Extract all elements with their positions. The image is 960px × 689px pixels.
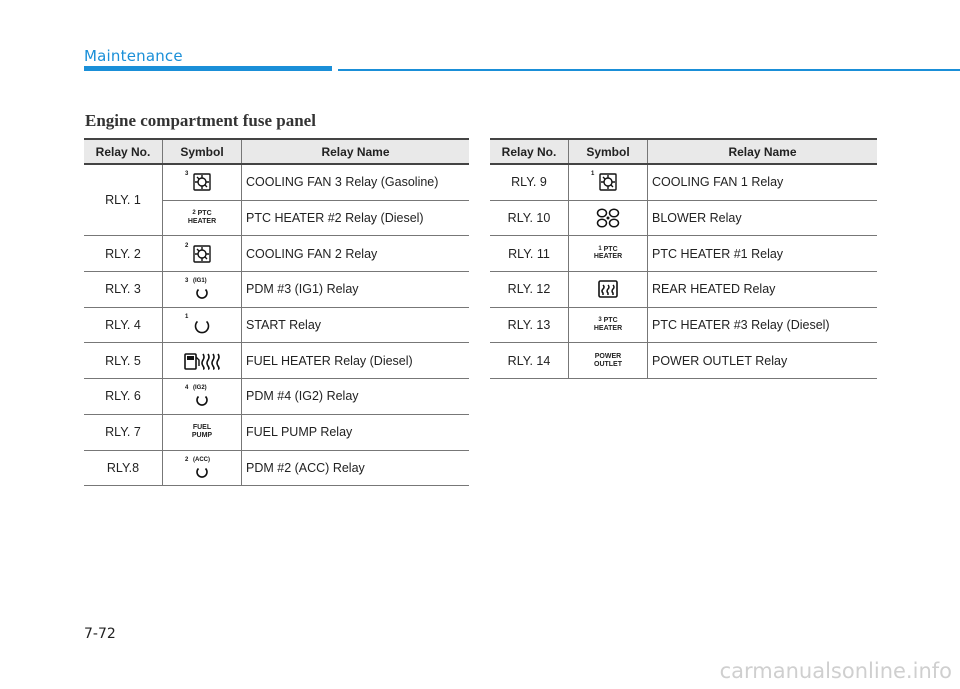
symbol-text: POWER [594, 353, 622, 361]
relay-number: RLY. 7 [84, 414, 163, 450]
col-relay-no: Relay No. [490, 139, 569, 164]
symbol-index: 1 [185, 314, 189, 321]
relay-name: COOLING FAN 1 Relay [648, 164, 878, 200]
table-row [84, 450, 469, 486]
symbol-label: (ACC) [193, 456, 210, 463]
table-row [84, 379, 469, 415]
symbol-text: PTC [603, 317, 618, 325]
symbol-text-line [594, 325, 622, 333]
relay-table-right [490, 138, 877, 379]
symbol-text: HEATER [593, 253, 623, 261]
symbol-index: 1 [598, 245, 602, 252]
symbol-text-icon [594, 317, 622, 332]
relay-number: RLY. 3 [84, 272, 163, 308]
blower-icon [588, 205, 628, 231]
relay-number: RLY. 11 [490, 236, 569, 272]
relay-symbol [569, 164, 648, 200]
relay-name: COOLING FAN 2 Relay [242, 236, 470, 272]
symbol-text-icon [192, 424, 212, 439]
relay-name: PDM #4 (IG2) Relay [242, 379, 470, 415]
table-row [490, 307, 877, 343]
table-header [490, 139, 877, 164]
relay-symbol [569, 236, 648, 272]
page-number: 7-72 [84, 626, 116, 642]
pdm-icon [182, 383, 222, 409]
col-relay-name: Relay Name [242, 139, 470, 164]
relay-name: FUEL PUMP Relay [242, 414, 470, 450]
relay-name: REAR HEATED Relay [648, 272, 878, 308]
table-row [490, 272, 877, 308]
symbol-index: 4 [185, 385, 189, 392]
relay-symbol [569, 343, 648, 379]
symbol-text-line [594, 353, 622, 361]
symbol-text-line [594, 361, 622, 369]
col-relay-name: Relay Name [648, 139, 878, 164]
header-rule-thick [84, 66, 332, 71]
watermark: carmanualsonline.info [719, 659, 952, 683]
relay-name: POWER OUTLET Relay [648, 343, 878, 379]
relay-symbol [163, 200, 242, 236]
symbol-text-line [192, 432, 212, 440]
relay-name: FUEL HEATER Relay (Diesel) [242, 343, 470, 379]
symbol-text-line [188, 210, 216, 218]
relay-symbol [163, 379, 242, 415]
relay-number: RLY.8 [84, 450, 163, 486]
relay-symbol [569, 307, 648, 343]
relay-number: RLY. 10 [490, 200, 569, 236]
relay-number: RLY. 9 [490, 164, 569, 200]
fuel-heater-icon [182, 348, 222, 374]
symbol-text: OUTLET [594, 360, 622, 368]
cooling-fan-icon [182, 169, 222, 195]
symbol-index: 1 [591, 171, 595, 178]
table-header [84, 139, 469, 164]
relay-number: RLY. 6 [84, 379, 163, 415]
table-row [490, 164, 877, 200]
table-row [84, 164, 469, 200]
symbol-text: PUMP [191, 431, 213, 439]
table-row [84, 307, 469, 343]
relay-number: RLY. 2 [84, 236, 163, 272]
relay-number: RLY. 5 [84, 343, 163, 379]
symbol-index: 3 [185, 278, 189, 285]
symbol-text: PTC [603, 245, 618, 253]
symbol-text-line [188, 218, 216, 226]
pdm-icon [182, 276, 222, 302]
relay-symbol [163, 414, 242, 450]
relay-number: RLY. 12 [490, 272, 569, 308]
symbol-text: FUEL [192, 424, 212, 432]
relay-name: BLOWER Relay [648, 200, 878, 236]
relay-number: RLY. 14 [490, 343, 569, 379]
col-relay-no: Relay No. [84, 139, 163, 164]
relay-table-left [84, 138, 469, 486]
relay-symbol [569, 272, 648, 308]
table-row [490, 236, 877, 272]
symbol-text-icon [188, 210, 216, 225]
relay-name: PTC HEATER #3 Relay (Diesel) [648, 307, 878, 343]
table-row [490, 343, 877, 379]
relay-name: PDM #2 (ACC) Relay [242, 450, 470, 486]
relay-name: START Relay [242, 307, 470, 343]
relay-number: RLY. 4 [84, 307, 163, 343]
rear-defrost-icon [588, 276, 628, 302]
table-row [490, 200, 877, 236]
table-row [84, 414, 469, 450]
start-icon [182, 312, 222, 338]
symbol-label: (IG2) [193, 385, 207, 392]
relay-symbol [163, 164, 242, 200]
symbol-text-line [594, 253, 622, 261]
table-row [84, 272, 469, 308]
cooling-fan-icon [182, 241, 222, 267]
relay-symbol [163, 236, 242, 272]
symbol-text-icon [594, 353, 622, 368]
symbol-label: (IG1) [193, 278, 207, 285]
relay-name: PTC HEATER #2 Relay (Diesel) [242, 200, 470, 236]
relay-name: PTC HEATER #1 Relay [648, 236, 878, 272]
relay-name: PDM #3 (IG1) Relay [242, 272, 470, 308]
page-title: Engine compartment fuse panel [85, 111, 316, 130]
symbol-text: HEATER [187, 217, 217, 225]
symbol-index: 2 [185, 242, 189, 249]
table-row [84, 236, 469, 272]
symbol-text-line [192, 424, 212, 432]
symbol-text-line [594, 246, 622, 254]
relay-symbol [569, 200, 648, 236]
symbol-index: 3 [185, 171, 189, 178]
symbol-index: 2 [185, 456, 189, 463]
relay-symbol [163, 272, 242, 308]
symbol-index: 3 [598, 317, 602, 324]
symbol-text-icon [594, 246, 622, 261]
cooling-fan-icon [588, 169, 628, 195]
symbol-index: 2 [192, 210, 196, 217]
table-row [84, 343, 469, 379]
relay-name: COOLING FAN 3 Relay (Gasoline) [242, 164, 470, 200]
col-symbol: Symbol [569, 139, 648, 164]
symbol-text-line [594, 317, 622, 325]
relay-number: RLY. 13 [490, 307, 569, 343]
section-label: Maintenance [84, 47, 183, 65]
relay-symbol [163, 307, 242, 343]
symbol-text: PTC [197, 210, 212, 218]
col-symbol: Symbol [163, 139, 242, 164]
relay-symbol [163, 343, 242, 379]
pdm-icon [182, 455, 222, 481]
header-rule-thin [338, 69, 960, 71]
relay-symbol [163, 450, 242, 486]
relay-number: RLY. 1 [84, 164, 163, 236]
symbol-text: HEATER [593, 324, 623, 332]
